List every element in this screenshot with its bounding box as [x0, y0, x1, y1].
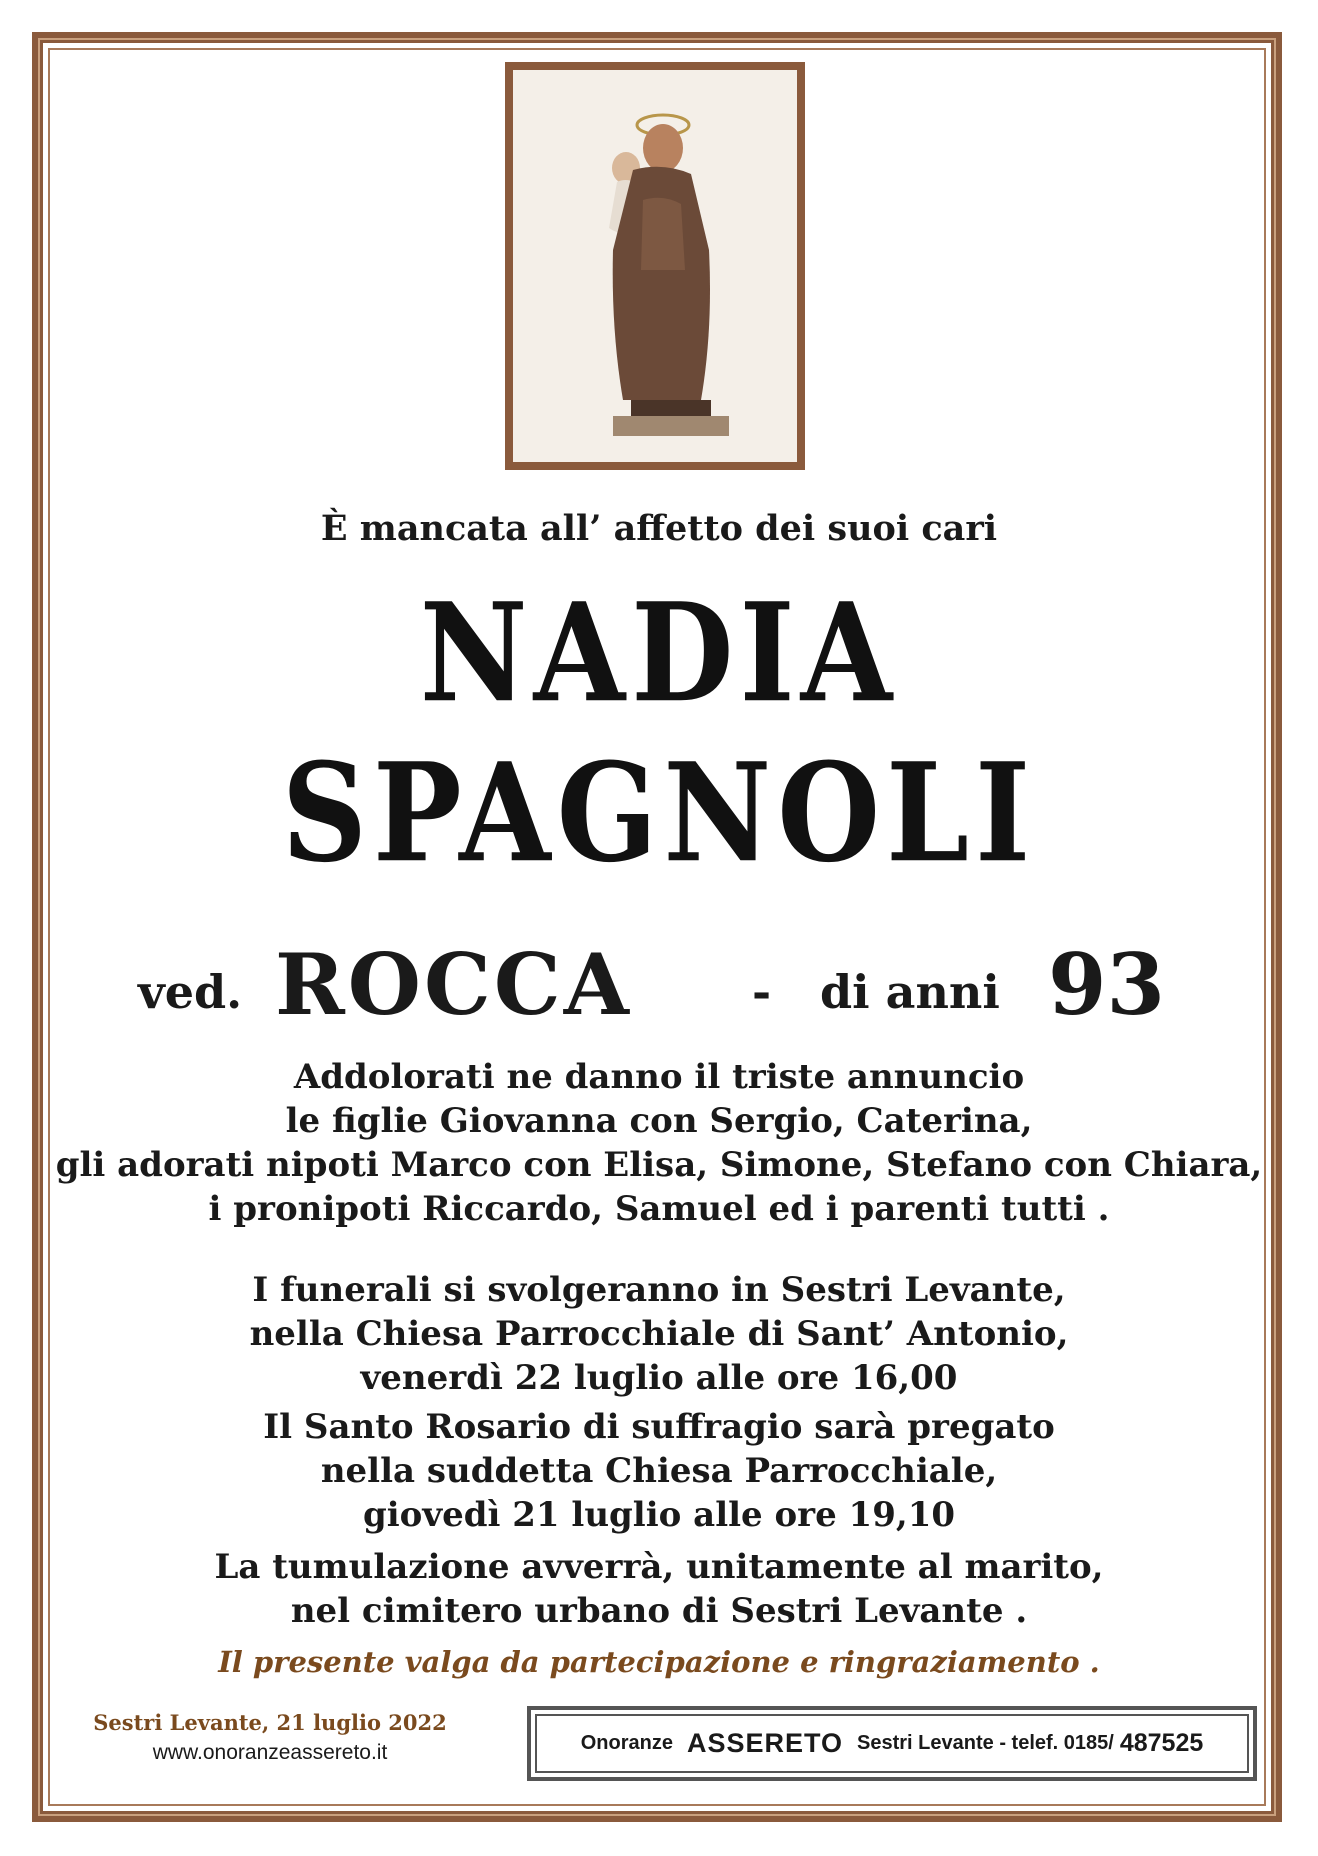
funeral-line: I funerali si svolgeranno in Sestri Levante, [252, 1270, 1066, 1310]
widow-prefix: ved. [138, 965, 243, 1019]
rosary-line: giovedì 21 luglio alle ore 19,10 [362, 1495, 956, 1535]
saint-statue-image [505, 62, 805, 470]
footer-place-date-block [70, 1710, 470, 1765]
announcement-line: gli adorati nipoti Marco con Elisa, Simone, Stefano con Chiara, [55, 1145, 1263, 1185]
rosary-line: nella suddetta Chiesa Parrocchiale, [320, 1451, 998, 1491]
funeral-line: venerdì 22 luglio alle ore 16,00 [360, 1358, 958, 1398]
rosary-line: Il Santo Rosario di suffragio sarà pregato [263, 1407, 1055, 1447]
last-name: SPAGNOLI [281, 732, 1037, 893]
burial-line: La tumulazione avverrà, unitamente al marito, [214, 1547, 1104, 1587]
burial-paragraph [0, 1545, 1318, 1633]
agency-box [527, 1706, 1257, 1781]
married-name: ROCCA [275, 935, 632, 1034]
age-label: di anni [820, 965, 1000, 1019]
place-date: Sestri Levante, 21 luglio 2022 [93, 1710, 447, 1735]
funeral-paragraph [0, 1268, 1318, 1400]
burial-line: nel cimitero urbano di Sestri Levante . [290, 1591, 1028, 1631]
married-name-age-line [0, 935, 1318, 1045]
agency-prefix: Onoranze [580, 1732, 673, 1754]
announcement-line: le figlie Giovanna con Sergio, Caterina, [285, 1101, 1033, 1141]
announcement-paragraph [0, 1055, 1318, 1231]
funeral-line: nella Chiesa Parrocchiale di Sant’ Antonio, [249, 1314, 1069, 1354]
first-name: NADIA [419, 572, 899, 733]
intro-text: È mancata all’ affetto dei suoi cari [320, 508, 998, 549]
announcement-line: i pronipoti Riccardo, Samuel ed i parenti tutti . [208, 1189, 1110, 1229]
agency-contact: Sestri Levante - telef. 0185/ [857, 1732, 1114, 1754]
agency-name: ASSERETO [686, 1728, 844, 1758]
agency-phone: 487525 [1119, 1729, 1204, 1757]
age-value: 93 [1048, 935, 1165, 1034]
website-link[interactable]: www.onoranzeassereto.it [152, 1741, 388, 1764]
thanks-note: Il presente valga da partecipazione e ringraziamento . [218, 1645, 1100, 1679]
announcement-line: Addolorati ne danno il triste annuncio [293, 1057, 1025, 1097]
rosary-paragraph [0, 1405, 1318, 1537]
separator: - [752, 965, 772, 1019]
